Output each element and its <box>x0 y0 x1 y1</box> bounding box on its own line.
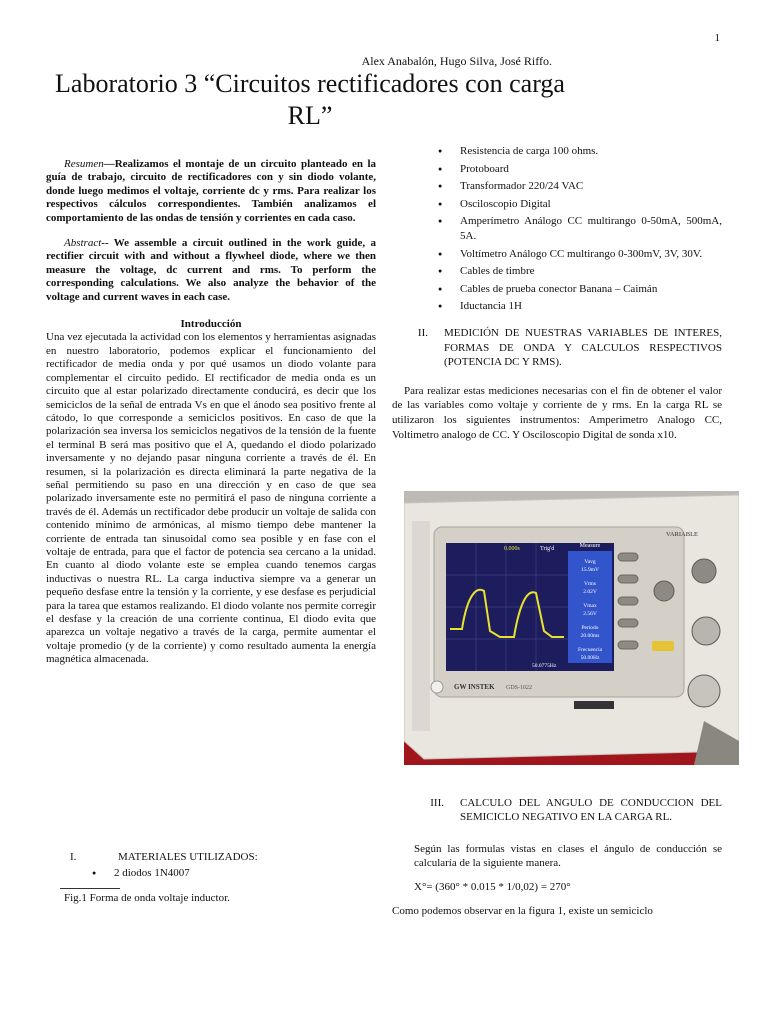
intro-heading: Introducción <box>180 318 242 331</box>
abstract-english <box>46 237 376 304</box>
time-readout: 0.000s <box>504 546 520 552</box>
section-3 <box>392 796 722 918</box>
section-2-text: Para realizar estas mediciones necesarias con el fin de obtener el valor de las variables como voltaje y corriente de y rms. En la carga RL se utilizaron los siguientes instrumentos: Amperimetro Analogo CC, Voltimetro analogo de CC. Y Osciloscopio Digital de sonda x10. <box>392 384 722 441</box>
page-number: 1 <box>714 32 720 44</box>
menu-title: Measure <box>579 543 601 549</box>
abstract-en-lead: Abstract <box>64 237 102 250</box>
abstract-en-body: -- We assemble a circuit outlined in the work guide, a rectifier circuit with and without a flywheel diode, where we then measure the voltage, dc current and rms. To perform the corresponding calculations. We also analyze the behavior of the voltage and current waves in each case. <box>46 237 376 303</box>
list-item: ● Osciloscopio Digital <box>392 197 722 212</box>
section-3-tail: Como podemos observar en la figura 1, existe un semiciclo <box>392 905 653 917</box>
left-column <box>46 158 376 667</box>
menu-item: Frecuencia <box>577 647 603 653</box>
oscilloscope-photo <box>404 491 739 765</box>
model-label: GDS-1022 <box>506 685 533 691</box>
abstract-spanish <box>46 158 376 225</box>
oscilloscope-illustration <box>404 491 739 765</box>
side-label: VARIABLE <box>666 531 699 538</box>
authors: Alex Anabalón, Hugo Silva, José Riffo. <box>361 54 552 68</box>
section-3-text: Según las formulas vistas en clases el ángulo de conducción se calcularía de la siguiente manera. <box>414 843 722 869</box>
formula: X°= (360° * 0.015 * 1/0,02) = 270° <box>414 881 571 893</box>
list-item: ● Cables de prueba conector Banana – Caimán <box>392 282 722 297</box>
section-3-heading-row <box>392 796 722 824</box>
menu-item: 2.02V <box>583 589 597 595</box>
paper-title: Laboratorio 3 “Circuitos rectificadores con carga RL” <box>55 69 565 130</box>
section-1 <box>46 850 376 883</box>
list-item: ● 2 diodos 1N4007 <box>46 866 376 880</box>
list-item: ● Resistencia de carga 100 ohms. <box>392 144 722 159</box>
figure-caption: Fig.1 Forma de onda voltaje inductor. <box>64 892 230 904</box>
brand-label: GW INSTEK <box>454 683 495 691</box>
section-2-heading: MEDICIÓN DE NUESTRAS VARIABLES DE INTERES, FORMAS DE ONDA Y CALCULOS RESPECTIVOS (POTENCIA DC Y RMS). <box>444 326 722 369</box>
section-2-heading-row <box>392 326 722 370</box>
materials-list-start <box>46 866 376 880</box>
list-item: ● Cables de timbre <box>392 264 722 279</box>
list-item: ● Protoboard <box>392 162 722 177</box>
section-1-heading-row <box>46 850 376 864</box>
section-1-heading: MATERIALES UTILIZADOS: <box>118 851 258 863</box>
right-column <box>392 144 722 442</box>
menu-item: Vmax <box>583 603 597 609</box>
materials-list <box>392 144 722 314</box>
list-item: ● Amperímetro Análogo CC multirango 0-50mA, 500mA, 5A. <box>392 214 722 243</box>
section-3-number: III. <box>430 797 444 809</box>
figure-caption-rule <box>60 888 120 889</box>
abstract-es-lead: Resumen <box>64 158 104 170</box>
list-item: ● Voltímetro Análogo CC multirango 0-300mV, 3V, 30V. <box>392 247 722 262</box>
list-item: ● Transformador 220/24 VAC <box>392 179 722 194</box>
intro-text: Una vez ejecutada la actividad con los elementos y herramientas asignadas en nuestro laboratorio, podemos explicar el funcionamiento del rectificador de media onda y por qué usamos un diodo volante para complementar el circuito pedido. El rectificador de media onda es un circuito que al estar polarizado directamente conducirá, es decir que los semiciclos de la señal de entrada Vs en que el ánodo sea positivo frente al cátodo, lo que corresponde a semiciclos positivos. En caso de que la polarización sea inversa los semiciclos negativos de la tensión de la fuente el terminal B será mas positivo que el A, quedando el diodo polarizado inversamente y no dejando pasar ninguna corriente a través de él. En resumen, si la polarización es directa eliminará la parte negativa de la señal permitiendo su paso en una dirección y en caso de que sea polarizado inversamente este no permitirá el paso de ninguna corriente a través de él. Además un rectificador debe producir un voltaje de salida con contenido mínimo de armónicas, al mismo tiempo debe mantener la corriente de entrada tan sinusoidal como sea posible y en fase con el voltaje de entrada, para que el factor de potencia sea cercano a la unidad. En cuanto al diodo volante este se emplea cuando tenemos cargas inductivas o nuestra RL. La carga inductiva siempre va a generar un pequeño desfase entre la tensión y la corriente, y ese desfase es perjudicial para la tarea que estamos realizando. El diodo volante nos permite corregir el desfase y la creación de una corriente continua, El diodo evita que aparezca un voltaje negativo a través de la carga, permite aumentar el voltaje promedio (y de la corriente) y como resultado aumenta la energía magnética almacenada. <box>46 331 376 666</box>
menu-item: Periodo <box>581 625 599 631</box>
menu-item: Vavg <box>584 559 596 565</box>
menu-item: 2.56V <box>583 611 597 617</box>
section-1-number: I. <box>70 851 77 863</box>
menu-item: 15.9mV <box>581 567 599 573</box>
section-3-heading: CALCULO DEL ANGULO DE CONDUCCION DEL SEMICICLO NEGATIVO EN LA CARGA RL. <box>460 797 722 823</box>
list-item: ● Iductancia 1H <box>392 299 722 314</box>
trigger-label: Trig'd <box>540 546 555 552</box>
menu-item: 50.00Hz <box>580 655 600 661</box>
menu-item: Vrms <box>584 581 596 587</box>
menu-item: 20.00ms <box>580 633 600 639</box>
abstract-es-body: —Realizamos el montaje de un circuito planteado en la guía de trabajo, circuito de rectificadores con y sin diodo volante, donde luego medimos el voltaje, corriente dc y rms. Para realizar los respectivos cálculos correspondientes. También analizamos el comportamiento de las ondas de tensión y corrientes en cada caso. <box>46 158 376 224</box>
freq-readout: 50.0775Hz <box>532 663 557 669</box>
section-2-number: II. <box>417 326 428 339</box>
